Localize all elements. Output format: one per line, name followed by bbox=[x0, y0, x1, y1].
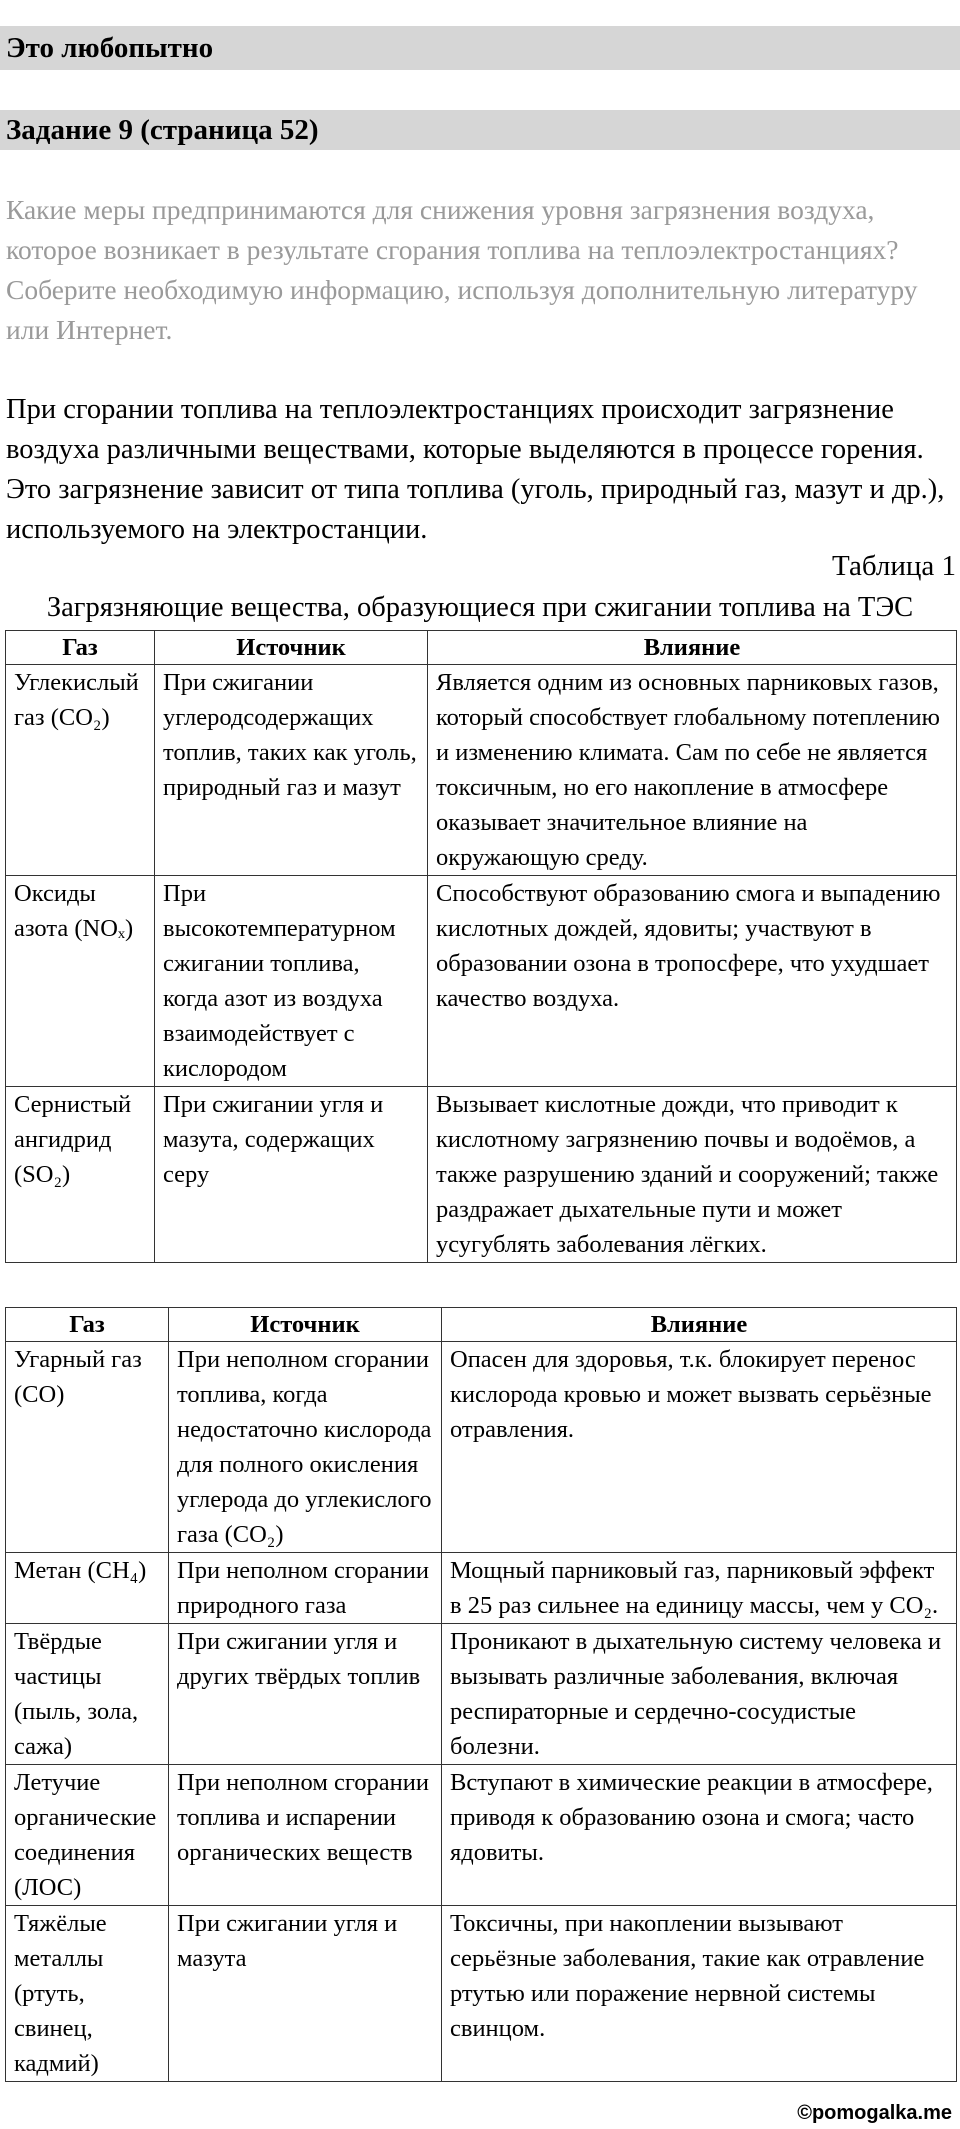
column-header-gas: Газ bbox=[6, 1308, 169, 1342]
column-header-source: Источник bbox=[155, 631, 428, 665]
cell-gas: Тяжёлые металлы (ртуть, свинец, кадмий) bbox=[6, 1906, 169, 2082]
cell-gas: Метан (CH₄) bbox=[6, 1553, 169, 1624]
column-header-source: Источник bbox=[169, 1308, 442, 1342]
cell-gas: Оксиды азота (NOₓ) bbox=[6, 876, 155, 1087]
cell-effect: Мощный парниковый газ, парниковый эффект в 25 раз сильнее на единицу массы, чем у CO₂. bbox=[442, 1553, 957, 1624]
answer-text: При сгорании топлива на теплоэлектростанциях происходит загрязнение воздуха различными веществами, которые выделяются в процессе горения. Это загрязнение зависит от типа топлива (уголь, природный газ, мазут и др.), используемого на электростанции. bbox=[6, 394, 945, 545]
table-row bbox=[6, 1624, 957, 1765]
cell-effect: Токсичны, при накоплении вызывают серьёзные заболевания, такие как отравление ртутью или поражение нервной системы свинцом. bbox=[442, 1906, 957, 2082]
cell-source: При сжигании углеродсодержащих топлив, таких как уголь, природный газ и мазут bbox=[155, 665, 428, 876]
cell-source: При высокотемпературном сжигании топлива, когда азот из воздуха взаимодействует с кислородом bbox=[155, 876, 428, 1087]
table-header-row bbox=[6, 631, 957, 665]
table-row bbox=[6, 876, 957, 1087]
table-row bbox=[6, 1087, 957, 1263]
cell-source: При неполном сгорании топлива и испарении органических веществ bbox=[169, 1765, 442, 1906]
table-header-row bbox=[6, 1308, 957, 1342]
table-row bbox=[6, 1765, 957, 1906]
cell-gas: Летучие органические соединения (ЛОС) bbox=[6, 1765, 169, 1906]
cell-effect: Проникают в дыхательную систему человека и вызывать различные заболевания, включая респираторные и сердечно-сосудистые болезни. bbox=[442, 1624, 957, 1765]
cell-source: При сжигании угля и мазута bbox=[169, 1906, 442, 2082]
column-header-effect: Влияние bbox=[428, 631, 957, 665]
cell-gas: Углекислый газ (CO₂) bbox=[6, 665, 155, 876]
cell-effect: Вступают в химические реакции в атмосфере, приводя к образованию озона и смога; часто ядовиты. bbox=[442, 1765, 957, 1906]
watermark: ©pomogalka.me bbox=[797, 2102, 952, 2124]
cell-source: При неполном сгорании природного газа bbox=[169, 1553, 442, 1624]
cell-effect: Способствуют образованию смога и выпадению кислотных дождей, ядовиты; участвуют в образовании озона в тропосфере, что ухудшает качество воздуха. bbox=[428, 876, 957, 1087]
cell-source: При неполном сгорании топлива, когда недостаточно кислорода для полного окисления углерода до углекислого газа (CO₂) bbox=[169, 1342, 442, 1553]
cell-effect: Является одним из основных парниковых газов, который способствует глобальному потеплению и изменению климата. Сам по себе не является токсичным, но его накопление в атмосфере оказывает значительное влияние на окружающую среду. bbox=[428, 665, 957, 876]
cell-gas: Сернистый ангидрид (SO₂) bbox=[6, 1087, 155, 1263]
task-title: Задание 9 (страница 52) bbox=[0, 110, 960, 150]
table-row bbox=[6, 665, 957, 876]
table-row bbox=[6, 1906, 957, 2082]
table-title: Загрязняющие вещества, образующиеся при сжигании топлива на ТЭС bbox=[46, 592, 914, 623]
pollutants-table-2 bbox=[5, 1307, 957, 2082]
cell-gas: Угарный газ (CO) bbox=[6, 1342, 169, 1553]
table-number: Таблица 1 bbox=[831, 550, 956, 582]
question-text: Какие меры предпринимаются для снижения уровня загрязнения воздуха, которое возникает в результате сгорания топлива на теплоэлектростанциях? Соберите необходимую информацию, используя дополнительную литературу или Интернет. bbox=[6, 194, 918, 345]
section-title: Это любопытно bbox=[0, 26, 960, 70]
cell-effect: Вызывает кислотные дожди, что приводит к кислотному загрязнению почвы и водоёмов, а также разрушению зданий и сооружений; также раздражает дыхательные пути и может усугублять заболевания лёгких. bbox=[428, 1087, 957, 1263]
pollutants-table-1 bbox=[5, 630, 957, 1263]
cell-gas: Твёрдые частицы (пыль, зола, сажа) bbox=[6, 1624, 169, 1765]
column-header-effect: Влияние bbox=[442, 1308, 957, 1342]
table-row bbox=[6, 1553, 957, 1624]
cell-source: При сжигании угля и мазута, содержащих серу bbox=[155, 1087, 428, 1263]
table-row bbox=[6, 1342, 957, 1553]
column-header-gas: Газ bbox=[6, 631, 155, 665]
cell-source: При сжигании угля и других твёрдых топлив bbox=[169, 1624, 442, 1765]
cell-effect: Опасен для здоровья, т.к. блокирует перенос кислорода кровью и может вызвать серьёзные отравления. bbox=[442, 1342, 957, 1553]
